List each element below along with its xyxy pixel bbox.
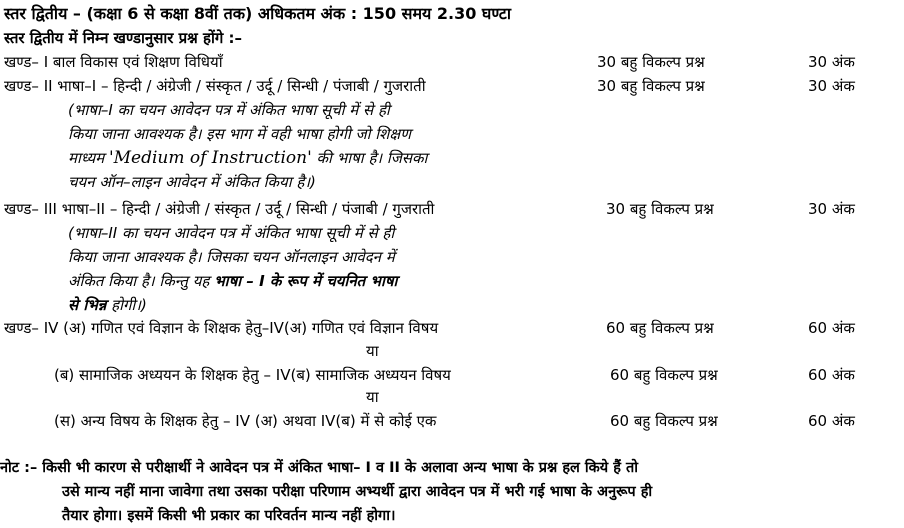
section-1-questions: 30 बहु विकल्प प्रश्न <box>597 53 705 71</box>
section-1-marks: 30 अंक <box>808 53 855 71</box>
section-2-label: खण्ड– II भाषा–I – हिन्दी / अंग्रेजी / संस्कृत / उर्दू / सिन्धी / पंजाबी / गुजराती <box>4 77 426 95</box>
lang2-note-prefix: अंकित किया है। किन्तु यह <box>68 272 215 290</box>
section-3-label: खण्ड– III भाषा–II – हिन्दी / अंग्रेजी / संस्कृत / उर्दू / सिन्धी / पंजाबी / गुजराती <box>4 200 435 218</box>
lang1-note-line-2: किया जाना आवश्यक है। इस भाग में वही भाषा होगी जो शिक्षण <box>68 125 411 143</box>
section-4b-marks: 60 अंक <box>808 366 855 384</box>
lang1-note-medium-suffix: की भाषा है। जिसका <box>311 149 428 167</box>
footer-note-line-1: नोट :– किसी भी कारण से परीक्षार्थी ने आवेदन पत्र में अंकित भाषा– I व II के अलावा अन्य भाषा के प्रश्न हल किये हैं तो <box>0 460 639 476</box>
medium-of-instruction-text: 'Medium of Instruction' <box>108 148 312 168</box>
footer-note-line-3: तैयार होगा। इसमें किसी भी प्रकार का परिवर्तन मान्य नहीं होगा। <box>62 508 396 524</box>
section-4a-label: खण्ड– IV (अ) गणित एवं विज्ञान के शिक्षक हेतु–IV(अ) गणित एवं विज्ञान विषय <box>4 319 439 337</box>
section-4c-marks: 60 अंक <box>808 412 855 430</box>
header-subtitle: स्तर द्वितीय में निम्न खण्डानुसार प्रश्न होंगे :– <box>4 29 243 47</box>
section-4b-questions: 60 बहु विकल्प प्रश्न <box>610 366 718 384</box>
lang2-note-bold-text: भाषा – I के रूप में चयनित भाषा <box>214 272 398 290</box>
section-4a-marks: 60 अंक <box>808 319 855 337</box>
lang1-note-line-3 <box>68 148 427 168</box>
section-3-questions: 30 बहु विकल्प प्रश्न <box>606 200 714 218</box>
section-2-questions: 30 बहु विकल्प प्रश्न <box>597 77 705 95</box>
section-4c-questions: 60 बहु विकल्प प्रश्न <box>610 412 718 430</box>
section-1-label: खण्ड– I बाल विकास एवं शिक्षण विधियाँ <box>4 53 223 71</box>
lang2-note-line-4 <box>68 295 147 315</box>
lang1-note-line-4: चयन ऑन–लाइन आवेदन में अंकित किया है।) <box>68 173 316 191</box>
lang2-note-line-1: (भाषा–II का चयन आवेदन पत्र में अंकित भाषा सूची में से ही <box>68 224 395 242</box>
lang2-note-bold-text-2: से भिन्न <box>68 296 107 314</box>
or-divider-2: या <box>366 388 379 406</box>
section-4c-label: (स) अन्य विषय के शिक्षक हेतु – IV (अ) अथवा IV(ब) में से कोई एक <box>54 412 437 430</box>
lang2-note-line-2: किया जाना आवश्यक है। जिसका चयन ऑनलाइन आवेदन में <box>68 248 395 266</box>
section-4b-label: (ब) सामाजिक अध्ययन के शिक्षक हेतु – IV(ब) सामाजिक अध्ययन विषय <box>54 366 451 384</box>
section-3-marks: 30 अंक <box>808 200 855 218</box>
header-title: स्तर द्वितीय – (कक्षा 6 से कक्षा 8वीं तक) अधिकतम अंक : 150 समय 2.30 घण्टा <box>4 4 512 23</box>
lang1-note-line-1: (भाषा–I का चयन आवेदन पत्र में अंकित भाषा सूची में से ही <box>68 101 390 119</box>
lang1-note-medium-prefix: माध्यम <box>68 149 109 167</box>
section-4a-questions: 60 बहु विकल्प प्रश्न <box>606 319 714 337</box>
or-divider-1: या <box>366 342 379 360</box>
lang2-note-line-3 <box>68 271 397 291</box>
footer-note-line-2: उसे मान्य नहीं माना जावेगा तथा उसका परीक्षा परिणाम अभ्यर्थी द्वारा आवेदन पत्र में भरी गई भाषा के अनुरूप ही <box>62 484 653 500</box>
lang2-note-suffix: होगी।) <box>106 296 147 314</box>
section-2-marks: 30 अंक <box>808 77 855 95</box>
